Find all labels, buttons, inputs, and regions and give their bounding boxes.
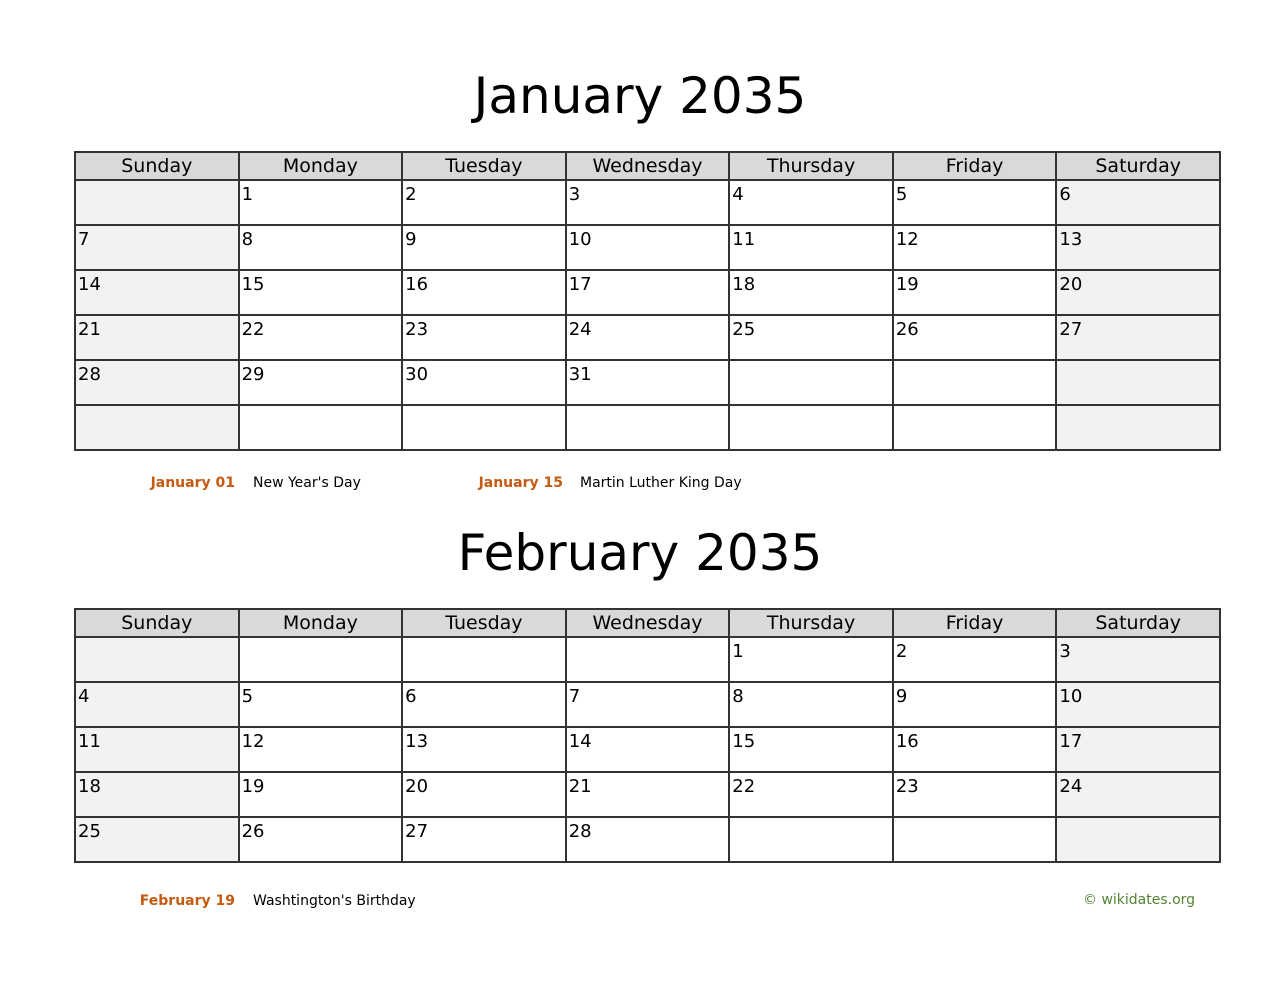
day-cell: 7 <box>566 682 730 727</box>
week-row <box>75 405 1220 450</box>
site-credit[interactable]: © wikidates.org <box>1083 892 1196 908</box>
weekday-header-monday: Monday <box>239 609 403 637</box>
day-cell: 21 <box>566 772 730 817</box>
weekday-header-thursday: Thursday <box>729 152 893 180</box>
day-cell: 20 <box>1056 270 1220 315</box>
weekday-header-tuesday: Tuesday <box>402 152 566 180</box>
week-row <box>75 637 1220 682</box>
day-cell: 6 <box>1056 180 1220 225</box>
day-cell: 31 <box>566 360 730 405</box>
month-title-february: February 2035 <box>457 524 823 582</box>
day-cell: 23 <box>893 772 1057 817</box>
day-cell: 10 <box>566 225 730 270</box>
day-cell <box>566 637 730 682</box>
day-cell: 15 <box>729 727 893 772</box>
day-cell: 25 <box>729 315 893 360</box>
day-cell: 11 <box>75 727 239 772</box>
holiday-name: Washtington's Birthday <box>253 893 416 909</box>
day-cell: 17 <box>1056 727 1220 772</box>
holiday-name: New Year's Day <box>253 475 361 491</box>
week-row <box>75 315 1220 360</box>
day-cell: 28 <box>75 360 239 405</box>
day-cell <box>75 405 239 450</box>
day-cell: 24 <box>566 315 730 360</box>
weekday-header-saturday: Saturday <box>1056 152 1220 180</box>
day-cell <box>1056 817 1220 862</box>
day-cell <box>402 405 566 450</box>
weekday-header-row <box>75 152 1220 180</box>
day-cell <box>402 637 566 682</box>
day-cell: 1 <box>239 180 403 225</box>
day-cell: 1 <box>729 637 893 682</box>
day-cell: 13 <box>402 727 566 772</box>
day-cell <box>729 405 893 450</box>
day-cell <box>1056 405 1220 450</box>
day-cell: 5 <box>893 180 1057 225</box>
day-cell <box>729 360 893 405</box>
day-cell <box>75 637 239 682</box>
weekday-header-tuesday: Tuesday <box>402 609 566 637</box>
day-cell <box>239 405 403 450</box>
weekday-header-friday: Friday <box>893 152 1057 180</box>
week-row <box>75 180 1220 225</box>
day-cell <box>893 360 1057 405</box>
day-cell: 21 <box>75 315 239 360</box>
day-cell: 8 <box>729 682 893 727</box>
week-row <box>75 270 1220 315</box>
day-cell: 16 <box>402 270 566 315</box>
day-cell <box>893 405 1057 450</box>
day-cell: 27 <box>1056 315 1220 360</box>
day-cell <box>566 405 730 450</box>
day-cell: 12 <box>239 727 403 772</box>
day-cell: 5 <box>239 682 403 727</box>
day-cell: 25 <box>75 817 239 862</box>
day-cell: 9 <box>893 682 1057 727</box>
day-cell: 23 <box>402 315 566 360</box>
week-row <box>75 360 1220 405</box>
day-cell: 14 <box>75 270 239 315</box>
day-cell <box>729 817 893 862</box>
day-cell: 3 <box>1056 637 1220 682</box>
day-cell: 22 <box>239 315 403 360</box>
day-cell: 4 <box>729 180 893 225</box>
day-cell: 2 <box>402 180 566 225</box>
day-cell: 18 <box>75 772 239 817</box>
day-cell: 30 <box>402 360 566 405</box>
day-cell: 19 <box>239 772 403 817</box>
day-cell: 22 <box>729 772 893 817</box>
day-cell: 13 <box>1056 225 1220 270</box>
weekday-header-wednesday: Wednesday <box>566 609 730 637</box>
holiday-date: February 19 <box>139 893 235 909</box>
day-cell: 20 <box>402 772 566 817</box>
weekday-header-saturday: Saturday <box>1056 609 1220 637</box>
week-row <box>75 682 1220 727</box>
month-title-january: January 2035 <box>473 67 807 125</box>
day-cell: 10 <box>1056 682 1220 727</box>
day-cell: 16 <box>893 727 1057 772</box>
day-cell: 19 <box>893 270 1057 315</box>
week-row <box>75 817 1220 862</box>
day-cell: 7 <box>75 225 239 270</box>
day-cell: 11 <box>729 225 893 270</box>
day-cell: 14 <box>566 727 730 772</box>
day-cell: 24 <box>1056 772 1220 817</box>
holiday-name: Martin Luther King Day <box>580 475 742 491</box>
day-cell <box>239 637 403 682</box>
day-cell: 28 <box>566 817 730 862</box>
day-cell: 27 <box>402 817 566 862</box>
day-cell <box>893 817 1057 862</box>
day-cell: 8 <box>239 225 403 270</box>
day-cell: 26 <box>893 315 1057 360</box>
weekday-header-thursday: Thursday <box>729 609 893 637</box>
day-cell: 12 <box>893 225 1057 270</box>
day-cell: 6 <box>402 682 566 727</box>
weekday-header-wednesday: Wednesday <box>566 152 730 180</box>
day-cell: 15 <box>239 270 403 315</box>
day-cell: 26 <box>239 817 403 862</box>
week-row <box>75 727 1220 772</box>
holiday-date: January 15 <box>478 475 563 491</box>
weekday-header-friday: Friday <box>893 609 1057 637</box>
calendar-grid-january <box>74 151 1221 451</box>
day-cell: 3 <box>566 180 730 225</box>
calendar-grid-february <box>74 608 1221 863</box>
weekday-header-row <box>75 609 1220 637</box>
day-cell: 4 <box>75 682 239 727</box>
weekday-header-sunday: Sunday <box>75 609 239 637</box>
day-cell <box>1056 360 1220 405</box>
day-cell: 9 <box>402 225 566 270</box>
holiday-date: January 01 <box>150 475 235 491</box>
week-row <box>75 772 1220 817</box>
day-cell: 29 <box>239 360 403 405</box>
week-row <box>75 225 1220 270</box>
weekday-header-monday: Monday <box>239 152 403 180</box>
day-cell: 18 <box>729 270 893 315</box>
weekday-header-sunday: Sunday <box>75 152 239 180</box>
day-cell <box>75 180 239 225</box>
day-cell: 17 <box>566 270 730 315</box>
day-cell: 2 <box>893 637 1057 682</box>
